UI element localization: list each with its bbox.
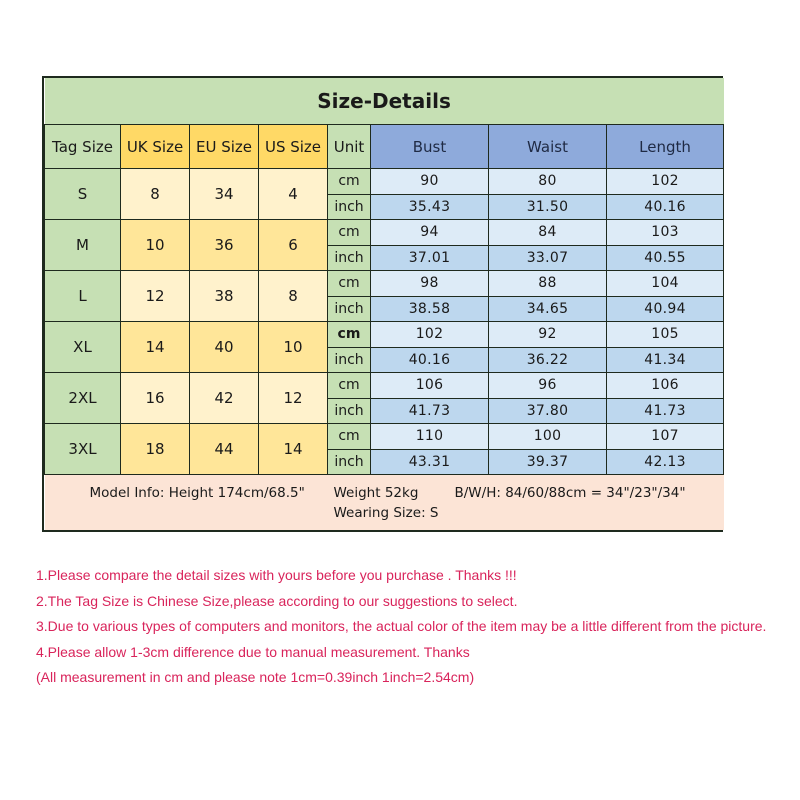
- uk-size-cell: 18: [121, 424, 190, 475]
- waist-cm: 80: [489, 169, 607, 195]
- table-row: [45, 169, 724, 195]
- unit-cm: cm: [328, 220, 371, 246]
- tag-size-cell: 2XL: [45, 373, 121, 424]
- uk-size-cell: 14: [121, 322, 190, 373]
- note-item: 3.Due to various types of computers and monitors, the actual color of the item may be a little different from the picture.: [36, 618, 767, 634]
- tag-size-cell: L: [45, 271, 121, 322]
- model-info-row: [45, 475, 724, 531]
- waist-inch: 33.07: [489, 245, 607, 271]
- uk-size-cell: 10: [121, 220, 190, 271]
- header-unit: Unit: [328, 125, 371, 169]
- table-row: [45, 424, 724, 450]
- length-cm: 106: [607, 373, 724, 399]
- waist-cm: 84: [489, 220, 607, 246]
- tag-size-cell: S: [45, 169, 121, 220]
- table-row: [45, 373, 724, 399]
- us-size-cell: 14: [259, 424, 328, 475]
- eu-size-cell: 42: [190, 373, 259, 424]
- tag-size-cell: XL: [45, 322, 121, 373]
- eu-size-cell: 36: [190, 220, 259, 271]
- notes-list: [36, 567, 766, 695]
- model-height: Model Info: Height 174cm/68.5": [89, 485, 305, 501]
- unit-inch: inch: [328, 194, 371, 220]
- eu-size-cell: 40: [190, 322, 259, 373]
- bust-inch: 43.31: [371, 449, 489, 475]
- length-inch: 42.13: [607, 449, 724, 475]
- uk-size-cell: 8: [121, 169, 190, 220]
- chart-title: Size-Details: [45, 78, 724, 125]
- length-inch: 40.55: [607, 245, 724, 271]
- table-row: [45, 322, 724, 348]
- unit-inch: inch: [328, 296, 371, 322]
- note-item: 1.Please compare the detail sizes with yours before you purchase . Thanks !!!: [36, 567, 517, 583]
- bust-cm: 106: [371, 373, 489, 399]
- bust-inch: 41.73: [371, 398, 489, 424]
- header-us-size: US Size: [259, 125, 328, 169]
- waist-inch: 37.80: [489, 398, 607, 424]
- eu-size-cell: 34: [190, 169, 259, 220]
- model-weight: Weight 52kg: [333, 485, 419, 501]
- unit-inch: inch: [328, 245, 371, 271]
- waist-cm: 100: [489, 424, 607, 450]
- waist-inch: 36.22: [489, 347, 607, 373]
- model-bwh: B/W/H: 84/60/88cm = 34"/23"/34": [454, 485, 686, 501]
- bust-inch: 37.01: [371, 245, 489, 271]
- bust-cm: 94: [371, 220, 489, 246]
- tag-size-cell: 3XL: [45, 424, 121, 475]
- model-wearing-size: Wearing Size: S: [333, 505, 439, 521]
- eu-size-cell: 38: [190, 271, 259, 322]
- waist-cm: 92: [489, 322, 607, 348]
- bust-cm: 90: [371, 169, 489, 195]
- bust-inch: 35.43: [371, 194, 489, 220]
- unit-inch: inch: [328, 347, 371, 373]
- unit-cm: cm: [328, 373, 371, 399]
- note-item: (All measurement in cm and please note 1cm=0.39inch 1inch=2.54cm): [36, 669, 475, 685]
- tag-size-cell: M: [45, 220, 121, 271]
- us-size-cell: 6: [259, 220, 328, 271]
- us-size-cell: 4: [259, 169, 328, 220]
- bust-cm: 102: [371, 322, 489, 348]
- eu-size-cell: 44: [190, 424, 259, 475]
- header-uk-size: UK Size: [121, 125, 190, 169]
- us-size-cell: 10: [259, 322, 328, 373]
- table-row: [45, 220, 724, 246]
- length-inch: 41.73: [607, 398, 724, 424]
- header-row: [45, 125, 724, 169]
- length-inch: 41.34: [607, 347, 724, 373]
- bust-cm: 110: [371, 424, 489, 450]
- length-cm: 105: [607, 322, 724, 348]
- note-item: 2.The Tag Size is Chinese Size,please according to our suggestions to select.: [36, 592, 518, 609]
- size-chart: [42, 76, 723, 532]
- waist-cm: 88: [489, 271, 607, 297]
- bust-cm: 98: [371, 271, 489, 297]
- length-cm: 102: [607, 169, 724, 195]
- header-length: Length: [607, 125, 724, 169]
- waist-inch: 34.65: [489, 296, 607, 322]
- size-table: [44, 78, 724, 530]
- length-inch: 40.94: [607, 296, 724, 322]
- length-cm: 104: [607, 271, 724, 297]
- unit-inch: inch: [328, 398, 371, 424]
- bust-inch: 38.58: [371, 296, 489, 322]
- header-tag-size: Tag Size: [45, 125, 121, 169]
- us-size-cell: 12: [259, 373, 328, 424]
- length-inch: 40.16: [607, 194, 724, 220]
- note-item: 4.Please allow 1-3cm difference due to manual measurement. Thanks: [36, 643, 470, 660]
- waist-cm: 96: [489, 373, 607, 399]
- unit-cm: cm: [328, 169, 371, 195]
- header-bust: Bust: [371, 125, 489, 169]
- length-cm: 107: [607, 424, 724, 450]
- table-row: [45, 271, 724, 297]
- us-size-cell: 8: [259, 271, 328, 322]
- uk-size-cell: 12: [121, 271, 190, 322]
- unit-cm: cm: [328, 322, 371, 348]
- bust-inch: 40.16: [371, 347, 489, 373]
- waist-inch: 39.37: [489, 449, 607, 475]
- header-waist: Waist: [489, 125, 607, 169]
- uk-size-cell: 16: [121, 373, 190, 424]
- waist-inch: 31.50: [489, 194, 607, 220]
- unit-cm: cm: [328, 424, 371, 450]
- length-cm: 103: [607, 220, 724, 246]
- unit-cm: cm: [328, 271, 371, 297]
- header-eu-size: EU Size: [190, 125, 259, 169]
- unit-inch: inch: [328, 449, 371, 475]
